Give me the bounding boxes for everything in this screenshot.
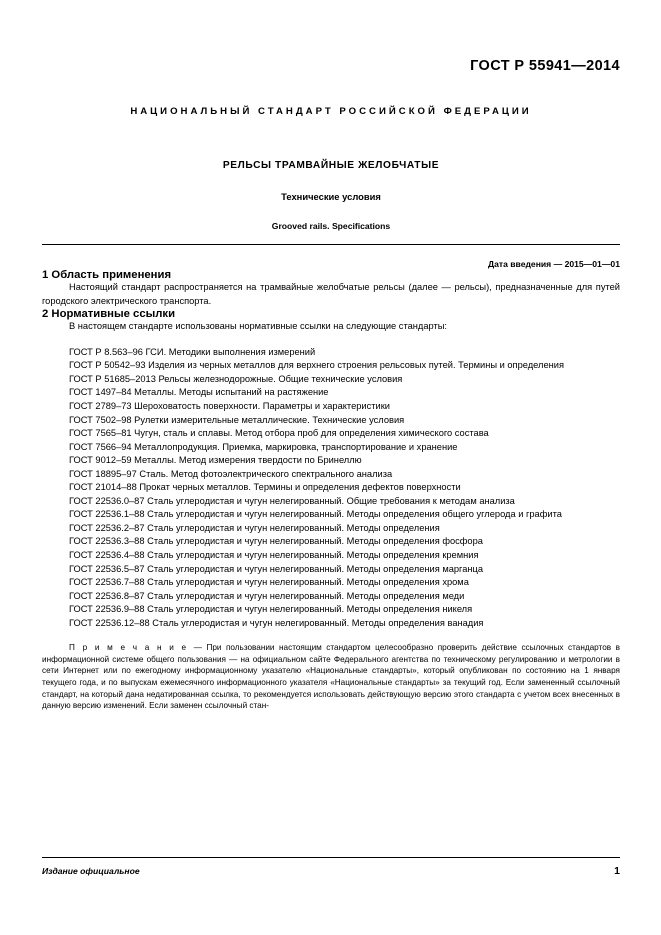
footer-divider — [42, 857, 620, 858]
page-footer — [42, 857, 620, 877]
list-item: ГОСТ 22536.1–88 Сталь углеродистая и чугун нелегированный. Методы определения общего углерода и графита — [69, 509, 562, 520]
list-item: ГОСТ Р 50542–93 Изделия из черных металлов для верхнего строения рельсовых путей. Термины и определения — [69, 360, 564, 371]
list-item: ГОСТ 7565–81 Чугун, сталь и сплавы. Метод отбора проб для определения химического состава — [69, 428, 489, 439]
list-item: ГОСТ 9012–59 Металлы. Метод измерения твердости по Бринеллю — [69, 455, 362, 466]
list-item: ГОСТ 22536.3–88 Сталь углеродистая и чугун нелегированный. Методы определения фосфора — [69, 536, 483, 547]
introduction-date: Дата введения — 2015—01—01 — [487, 259, 620, 269]
scope-paragraph: Настоящий стандарт распространяется на трамвайные желобчатые рельсы (далее — рельсы), предназначенные для путей городского электрического транспорта. — [42, 282, 620, 306]
references-note — [42, 642, 620, 712]
list-item: ГОСТ Р 51685–2013 Рельсы железнодорожные. Общие технические условия — [69, 373, 403, 384]
list-item: ГОСТ 22536.8–87 Сталь углеродистая и чугун нелегированный. Методы определения меди — [69, 590, 465, 601]
page-number: 1 — [614, 865, 620, 877]
list-item: ГОСТ 18895–97 Сталь. Метод фотоэлектрического спектрального анализа — [69, 468, 393, 479]
list-item: ГОСТ 22536.9–88 Сталь углеродистая и чугун нелегированный. Методы определения никеля — [69, 604, 473, 615]
document-title-english: Grooved rails. Specifications — [271, 221, 391, 231]
document-title: РЕЛЬСЫ ТРАМВАЙНЫЕ ЖЕЛОБЧАТЫЕ — [222, 160, 440, 171]
list-item: ГОСТ 7566–94 Металлопродукция. Приемка, маркировка, транспортирование и хранение — [69, 441, 458, 452]
section-heading-references: 2 Нормативные ссылки — [42, 308, 176, 321]
section-heading-scope: 1 Область применения — [42, 269, 172, 281]
note-label: П р и м е ч а н и е — [69, 643, 194, 653]
list-item: ГОСТ 22536.0–87 Сталь углеродистая и чугун нелегированный. Общие требования к методам анализа — [69, 495, 515, 506]
page-content — [42, 0, 620, 720]
list-item: ГОСТ 7502–98 Рулетки измерительные металлические. Технические условия — [69, 414, 405, 425]
standard-number: ГОСТ Р 55941—2014 — [470, 58, 620, 74]
references-lead: В настоящем стандарте использованы нормативные ссылки на следующие стандарты: — [69, 321, 448, 332]
header-divider — [42, 244, 620, 245]
edition-label: Издание официальное — [42, 866, 140, 876]
document-subtitle: Технические условия — [281, 191, 381, 202]
note-text: — При пользовании настоящим стандартом целесообразно проверить действие ссылочных стандартов в информационной системе общего пользования — на официальном сайте Федерального агентства по техническому регулированию и метрологии в сети Интернет или по ежегодному информационному указателю «Национальные стандарты», который опубликован по состоянию на 1 января текущего года, и по выпускам ежемесячного информационного указателя «Национальные стандарты» за текущий год. Если замененный ссылочный стандарт, на который дана недатированная ссылка, то рекомендуется использовать действующую версию этого стандарта с учетом всех внесенных в данную версию изменений. Если заменен ссылочный стан- — [42, 643, 620, 711]
references-list — [42, 346, 620, 630]
list-item: ГОСТ Р 8.563–96 ГСИ. Методики выполнения измерений — [69, 346, 316, 357]
list-item: ГОСТ 22536.7–88 Сталь углеродистая и чугун нелегированный. Методы определения хрома — [69, 577, 469, 588]
list-item: ГОСТ 1497–84 Металлы. Методы испытаний на растяжение — [69, 387, 329, 398]
list-item: ГОСТ 22536.4–88 Сталь углеродистая и чугун нелегированный. Методы определения кремния — [69, 549, 479, 560]
list-item: ГОСТ 22536.12–88 Сталь углеродистая и чугун нелегированный. Методы определения ванадия — [69, 617, 484, 628]
national-standard-heading: НАЦИОНАЛЬНЫЙ СТАНДАРТ РОССИЙСКОЙ ФЕДЕРАЦИИ — [130, 106, 532, 117]
list-item: ГОСТ 2789–73 Шероховатость поверхности. Параметры и характеристики — [69, 400, 390, 411]
list-item: ГОСТ 21014–88 Прокат черных металлов. Термины и определения дефектов поверхности — [69, 482, 461, 493]
list-item: ГОСТ 22536.5–87 Сталь углеродистая и чугун нелегированный. Методы определения марганца — [69, 563, 484, 574]
list-item: ГОСТ 22536.2–87 Сталь углеродистая и чугун нелегированный. Методы определения — [69, 522, 440, 533]
